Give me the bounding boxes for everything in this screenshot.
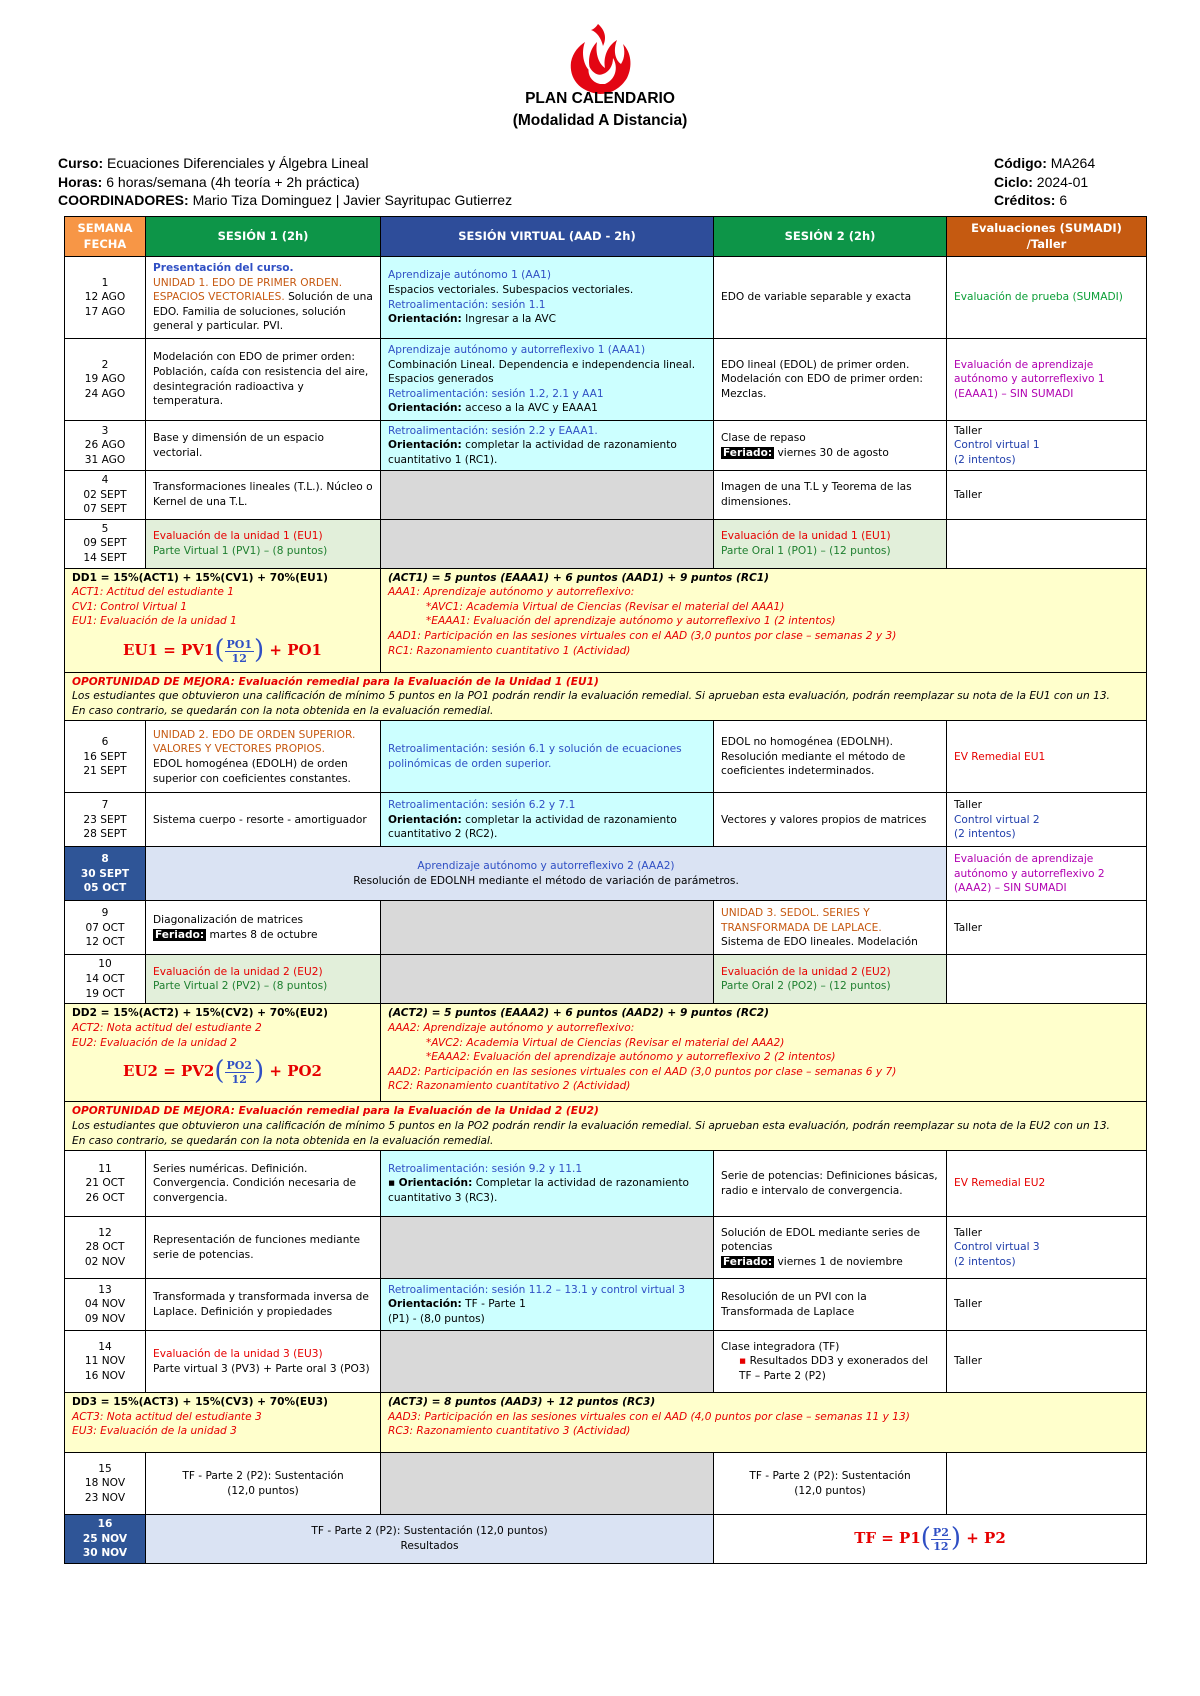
virtual-cell: Aprendizaje autónomo 1 (AA1) Espacios vectoriales. Subespacios vectoriales. Retroalimentación: sesión 1.1 Orientación: Ingresar a la AVC xyxy=(381,257,714,339)
act1-detail-cell: (ACT1) = 5 puntos (EAAA1) + 6 puntos (AAD1) + 9 puntos (RC1) AAA1: Aprendizaje autónomo y autorreflexivo: *AVC1: Academia Virtual de Ciencias (Revisar el material del AAA1) *EAAA1: Evaluación del aprendizaje autónomo y autorreflexivo 1 (2 intentos) AAD1: Participación en las sesiones virtuales con el AAD (3,0 puntos por clase – semanas 2 y 3) RC1: Razonamiento cuantitativo 1 (Actividad) xyxy=(381,568,1147,672)
week-cell: 7 23 SEPT 28 SEPT xyxy=(65,793,146,847)
week-cell: 4 02 SEPT 07 SEPT xyxy=(65,471,146,520)
table-row xyxy=(65,955,1147,1004)
upc-flame-logo-icon xyxy=(565,22,635,96)
session-1-cell: Evaluación de la unidad 1 (EU1) Parte Virtual 1 (PV1) – (8 puntos) xyxy=(146,519,381,568)
table-row xyxy=(65,1004,1147,1102)
session-1-cell: Modelación con EDO de primer orden: Población, caída con resistencia del aire, desintegración radioactiva y temperatura. xyxy=(146,339,381,421)
page-title: PLAN CALENDARIO xyxy=(525,90,675,107)
week-cell: 3 26 AGO 31 AGO xyxy=(65,421,146,471)
code-label: Código: xyxy=(994,155,1047,171)
dd1-formula-cell: DD1 = 15%(ACT1) + 15%(CV1) + 70%(EU1) ACT1: Actitud del estudiante 1 CV1: Control Virtual 1 EU1: Evaluación de la unidad 1 EU1 = PV1( $\frac{PO1}{12}$ ) + PO1 xyxy=(65,568,381,672)
session-2-cell: Imagen de una T.L y Teorema de las dimensiones. xyxy=(714,471,947,520)
session-1-cell: Evaluación de la unidad 2 (EU2) Parte Virtual 2 (PV2) – (8 puntos) xyxy=(146,955,381,1004)
course-label: Curso: xyxy=(58,155,104,171)
table-header-row xyxy=(65,217,1147,257)
session-1-cell: Series numéricas. Definición. Convergencia. Condición necesaria de convergencia. xyxy=(146,1151,381,1217)
session-2-cell: Resolución de un PVI con la Transformada de Laplace xyxy=(714,1279,947,1331)
evaluation-cell xyxy=(947,1453,1147,1515)
session-1-cell: Evaluación de la unidad 3 (EU3) Parte virtual 3 (PV3) + Parte oral 3 (PO3) xyxy=(146,1331,381,1393)
header-week: SEMANA FECHA xyxy=(65,217,146,257)
session-2-cell: TF - Parte 2 (P2): Sustentación (12,0 puntos) xyxy=(714,1453,947,1515)
table-row xyxy=(65,568,1147,672)
session-2-cell: EDO de variable separable y exacta xyxy=(714,257,947,339)
session-2-cell: EDOL no homogénea (EDOLNH). Resolución mediante el método de coeficientes indeterminados. xyxy=(714,721,947,793)
virtual-cell: Retroalimentación: sesión 6.2 y 7.1 Orientación: completar la actividad de razonamiento cuantitativo 2 (RC2). xyxy=(381,793,714,847)
table-row xyxy=(65,1151,1147,1217)
table-row xyxy=(65,1453,1147,1515)
cycle-value: 2024-01 xyxy=(1036,173,1089,190)
week-cell: 14 11 NOV 16 NOV xyxy=(65,1331,146,1393)
table-row xyxy=(65,471,1147,520)
evaluation-cell: Taller Control virtual 3 (2 intentos) xyxy=(947,1217,1147,1279)
session-1-cell: Sistema cuerpo - resorte - amortiguador xyxy=(146,793,381,847)
session-2-cell: Clase de repaso Feriado: viernes 30 de agosto xyxy=(714,421,947,471)
virtual-cell: Retroalimentación: sesión 2.2 y EAAA1. Orientación: completar la actividad de razonamiento cuantitativo 1 (RC1). xyxy=(381,421,714,471)
virtual-cell xyxy=(381,955,714,1004)
coord-value: Mario Tiza Dominguez | Javier Sayritupac Gutierrez xyxy=(192,192,513,208)
week-cell: 6 16 SEPT 21 SEPT xyxy=(65,721,146,793)
session-2-cell: EDO lineal (EDOL) de primer orden. Modelación con EDO de primer orden: Mezclas. xyxy=(714,339,947,421)
evaluation-cell: Evaluación de prueba (SUMADI) xyxy=(947,257,1147,339)
session-2-cell: Solución de EDOL mediante series de potencias Feriado: viernes 1 de noviembre xyxy=(714,1217,947,1279)
virtual-cell xyxy=(381,901,714,955)
session-1-cell: Transformaciones lineales (T.L.). Núcleo o Kernel de una T.L. xyxy=(146,471,381,520)
page-subtitle: (Modalidad A Distancia) xyxy=(512,112,688,129)
session-2-cell: Clase integradora (TF) ▪ Resultados DD3 y exonerados del TF – Parte 2 (P2) xyxy=(714,1331,947,1393)
tf-formula: TF = P1( $\frac{P2}{12}$ ) + P2 xyxy=(854,1523,1006,1554)
course-meta xyxy=(994,154,1095,210)
session-1-cell: Diagonalización de matrices Feriado: martes 8 de octubre xyxy=(146,901,381,955)
virtual-cell xyxy=(381,471,714,520)
evaluation-cell: Taller xyxy=(947,1331,1147,1393)
credits-value: 6 xyxy=(1059,192,1068,208)
header-evaluations: Evaluaciones (SUMADI) /Taller xyxy=(947,217,1147,257)
course-info xyxy=(58,154,512,210)
session-1-cell: UNIDAD 2. EDO DE ORDEN SUPERIOR. VALORES Y VECTORES PROPIOS. EDOL homogénea (EDOLH) de orden superior con coeficientes constantes. xyxy=(146,721,381,793)
virtual-cell xyxy=(381,519,714,568)
eu2-formula: EU2 = PV2( $\frac{PO2}{12}$ ) + PO2 xyxy=(123,1056,322,1087)
session-1-cell: TF - Parte 2 (P2): Sustentación (12,0 puntos) xyxy=(146,1453,381,1515)
evaluation-cell: EV Remedial EU2 xyxy=(947,1151,1147,1217)
evaluation-cell: Taller Control virtual 1 (2 intentos) xyxy=(947,421,1147,471)
virtual-cell xyxy=(381,1331,714,1393)
session-1-cell: Base y dimensión de un espacio vectorial. xyxy=(146,421,381,471)
week-cell: 11 21 OCT 26 OCT xyxy=(65,1151,146,1217)
act2-detail-cell: (ACT2) = 5 puntos (EAAA2) + 6 puntos (AAD2) + 9 puntos (RC2) AAA2: Aprendizaje autónomo y autorreflexivo: *AVC2: Academia Virtual de Ciencias (Revisar el material del AAA2) *EAAA2: Evaluación del aprendizaje autónomo y autorreflexivo 2 (2 intentos) AAD2: Participación en las sesiones virtuales con el AAD (3,0 puntos por clase – semanas 6 y 7) RC2: Razonamiento cuantitativo 2 (Actividad) xyxy=(381,1004,1147,1102)
dd3-formula-cell: DD3 = 15%(ACT3) + 15%(CV3) + 70%(EU3) ACT3: Nota actitud del estudiante 3 EU3: Evaluación de la unidad 3 xyxy=(65,1393,381,1453)
virtual-cell xyxy=(381,1453,714,1515)
session-2-cell: Vectores y valores propios de matrices xyxy=(714,793,947,847)
virtual-cell: Retroalimentación: sesión 11.2 – 13.1 y control virtual 3 Orientación: TF - Parte 1 (P1) - (8,0 puntos) xyxy=(381,1279,714,1331)
virtual-cell xyxy=(381,1217,714,1279)
holiday-tag: Feriado: xyxy=(723,446,773,459)
evaluation-cell: Taller xyxy=(947,901,1147,955)
table-row xyxy=(65,257,1147,339)
virtual-cell: Retroalimentación: sesión 6.1 y solución de ecuaciones polinómicas de orden superior. xyxy=(381,721,714,793)
table-row xyxy=(65,1393,1147,1453)
table-row xyxy=(65,793,1147,847)
holiday-tag: Feriado: xyxy=(155,928,205,941)
evaluation-cell xyxy=(947,519,1147,568)
evaluation-cell: EV Remedial EU1 xyxy=(947,721,1147,793)
table-row xyxy=(65,339,1147,421)
cycle-label: Ciclo: xyxy=(994,173,1033,190)
week-cell: 10 14 OCT 19 OCT xyxy=(65,955,146,1004)
virtual-cell: Aprendizaje autónomo y autorreflexivo 1 (AAA1) Combinación Lineal. Dependencia e independencia lineal. Espacios generados Retroalimentación: sesión 1.2, 2.1 y AA1 Orientación: acceso a la AVC y EAAA1 xyxy=(381,339,714,421)
week-cell: 1 12 AGO 17 AGO xyxy=(65,257,146,339)
session-1-cell: Representación de funciones mediante serie de potencias. xyxy=(146,1217,381,1279)
course-value: Ecuaciones Diferenciales y Álgebra Lineal xyxy=(107,155,369,171)
week-cell: 9 07 OCT 12 OCT xyxy=(65,901,146,955)
tf-formula-cell xyxy=(714,1515,1147,1564)
week-cell: 12 28 OCT 02 NOV xyxy=(65,1217,146,1279)
table-row xyxy=(65,421,1147,471)
dd2-formula-cell: DD2 = 15%(ACT2) + 15%(CV2) + 70%(EU2) ACT2: Nota actitud del estudiante 2 EU2: Evaluación de la unidad 2 EU2 = PV2( $\frac{PO2}{12}$ ) + PO2 xyxy=(65,1004,381,1102)
table-row xyxy=(65,1515,1147,1564)
table-row xyxy=(65,1331,1147,1393)
code-value: MA264 xyxy=(1050,155,1096,171)
week-cell: 8 30 SEPT 05 OCT xyxy=(65,847,146,901)
table-row xyxy=(65,1217,1147,1279)
evaluation-cell: Taller xyxy=(947,471,1147,520)
table-row xyxy=(65,672,1147,721)
coord-label: COORDINADORES: xyxy=(58,192,189,208)
header-session-2: SESIÓN 2 (2h) xyxy=(714,217,947,257)
virtual-cell: Retroalimentación: sesión 9.2 y 11.1 ▪ Orientación: Completar la actividad de razonamiento cuantitativo 3 (RC3). xyxy=(381,1151,714,1217)
evaluation-cell: Evaluación de aprendizaje autónomo y autorreflexivo 1 (EAAA1) – SIN SUMADI xyxy=(947,339,1147,421)
week-cell: 13 04 NOV 09 NOV xyxy=(65,1279,146,1331)
evaluation-cell: Taller xyxy=(947,1279,1147,1331)
week-cell: 5 09 SEPT 14 SEPT xyxy=(65,519,146,568)
calendar-table xyxy=(64,216,1147,1564)
act3-detail-cell: (ACT3) = 8 puntos (AAD3) + 12 puntos (RC3) AAD3: Participación en las sesiones virtuales con el AAD (4,0 puntos por clase – semanas 11 y 13) RC3: Razonamiento cuantitativo 3 (Actividad) xyxy=(381,1393,1147,1453)
virtual-week-cell: Aprendizaje autónomo y autorreflexivo 2 (AAA2) Resolución de EDOLNH mediante el método de variación de parámetros. xyxy=(146,847,947,901)
evaluation-cell xyxy=(947,955,1147,1004)
session-2-cell: Evaluación de la unidad 2 (EU2) Parte Oral 2 (PO2) – (12 puntos) xyxy=(714,955,947,1004)
week-cell: 2 19 AGO 24 AGO xyxy=(65,339,146,421)
table-row xyxy=(65,1279,1147,1331)
week-cell: 16 25 NOV 30 NOV xyxy=(65,1515,146,1564)
bullet-icon: ▪ xyxy=(739,1355,747,1368)
table-row xyxy=(65,519,1147,568)
week-cell: 15 18 NOV 23 NOV xyxy=(65,1453,146,1515)
session-2-cell: Serie de potencias: Definiciones básicas, radio e intervalo de convergencia. xyxy=(714,1151,947,1217)
evaluation-cell: Evaluación de aprendizaje autónomo y autorreflexivo 2 (AAA2) – SIN SUMADI xyxy=(947,847,1147,901)
credits-label: Créditos: xyxy=(994,192,1056,208)
session-1-cell: Transformada y transformada inversa de Laplace. Definición y propiedades xyxy=(146,1279,381,1331)
table-row xyxy=(65,847,1147,901)
eu1-formula: EU1 = PV1( $\frac{PO1}{12}$ ) + PO1 xyxy=(123,635,322,666)
session-1-cell: Presentación del curso. UNIDAD 1. EDO DE PRIMER ORDEN. ESPACIOS VECTORIALES. Solución de una EDO. Familia de soluciones, solución general y particular. PVI. xyxy=(146,257,381,339)
table-row xyxy=(65,901,1147,955)
header-virtual-session: SESIÓN VIRTUAL (AAD - 2h) xyxy=(381,217,714,257)
evaluation-cell: Taller Control virtual 2 (2 intentos) xyxy=(947,793,1147,847)
improvement-opportunity-1: OPORTUNIDAD DE MEJORA: Evaluación remedial para la Evaluación de la Unidad 1 (EU1) Los estudiantes que obtuvieron una calificación de mínimo 5 puntos en la PO1 podrán rendir la evaluación remedial. Si aprueban esta evaluación, podrán reemplazar su nota de la EU1 con un 13. En caso contrario, se quedarán con la nota obtenida en la evaluación remedial. xyxy=(65,672,1147,721)
hours-label: Horas: xyxy=(58,173,103,190)
session-2-cell: Evaluación de la unidad 1 (EU1) Parte Oral 1 (PO1) – (12 puntos) xyxy=(714,519,947,568)
header-session-1: SESIÓN 1 (2h) xyxy=(146,217,381,257)
holiday-tag: Feriado: xyxy=(723,1255,773,1268)
final-week-cell: TF - Parte 2 (P2): Sustentación (12,0 puntos) Resultados xyxy=(146,1515,714,1564)
improvement-opportunity-2: OPORTUNIDAD DE MEJORA: Evaluación remedial para la Evaluación de la Unidad 2 (EU2) Los estudiantes que obtuvieron una calificación de mínimo 5 puntos en la PO2 podrán rendir la evaluación remedial. Si aprueban esta evaluación, podrán reemplazar su nota de la EU2 con un 13. En caso contrario, se quedarán con la nota obtenida en la evaluación remedial. xyxy=(65,1102,1147,1151)
table-row xyxy=(65,1102,1147,1151)
hours-value: 6 horas/semana (4h teoría + 2h práctica) xyxy=(106,173,360,190)
session-2-cell: UNIDAD 3. SEDOL. SERIES Y TRANSFORMADA DE LAPLACE. Sistema de EDO lineales. Modelación xyxy=(714,901,947,955)
table-row xyxy=(65,721,1147,793)
